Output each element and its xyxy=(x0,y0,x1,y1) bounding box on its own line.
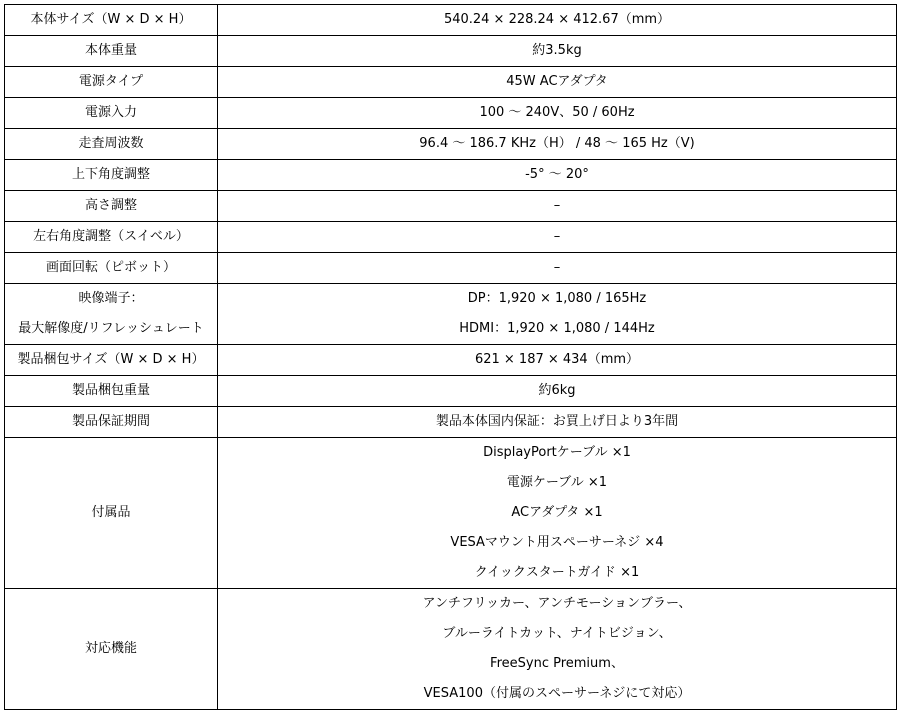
table-row xyxy=(5,345,897,376)
row-value: – xyxy=(218,191,897,222)
row-value-line: DisplayPortケーブル ×1 xyxy=(483,445,631,460)
table-row xyxy=(5,284,897,345)
table-row xyxy=(5,36,897,67)
row-label: 本体重量 xyxy=(5,36,218,67)
row-value-line: アンチフリッカー、アンチモーションブラー、 xyxy=(422,596,692,611)
table-row xyxy=(5,67,897,98)
row-value xyxy=(218,589,897,710)
table-row xyxy=(5,98,897,129)
row-value-line: ACアダプタ ×1 xyxy=(511,505,603,520)
row-value: -5° ～ 20° xyxy=(218,160,897,191)
row-label: 対応機能 xyxy=(5,589,218,710)
row-label: 製品梱包重量 xyxy=(5,376,218,407)
table-row xyxy=(5,253,897,284)
row-value: – xyxy=(218,222,897,253)
row-label: 電源入力 xyxy=(5,98,218,129)
row-value: 約3.5kg xyxy=(218,36,897,67)
row-value: 100 ～ 240V、50 / 60Hz xyxy=(218,98,897,129)
row-value-line: VESAマウント用スペーサーネジ ×4 xyxy=(450,535,664,550)
table-row xyxy=(5,129,897,160)
row-label: 上下角度調整 xyxy=(5,160,218,191)
spec-table xyxy=(4,4,897,710)
row-label-line: 映像端子： xyxy=(78,291,144,306)
row-value: 96.4 ～ 186.7 KHz（H） / 48 ～ 165 Hz（V) xyxy=(218,129,897,160)
row-value: 540.24 × 228.24 × 412.67（mm） xyxy=(218,5,897,36)
row-value-line: ブルーライトカット、ナイトビジョン、 xyxy=(442,626,672,641)
row-value: 約6kg xyxy=(218,376,897,407)
row-value-line: 電源ケーブル ×1 xyxy=(506,475,608,490)
row-label: 製品梱包サイズ（W × D × H） xyxy=(5,345,218,376)
row-label: 左右角度調整（スイベル） xyxy=(5,222,218,253)
table-row xyxy=(5,376,897,407)
table-row xyxy=(5,438,897,589)
row-value: 製品本体国内保証：お買上げ日より3年間 xyxy=(218,407,897,438)
row-label: 電源タイプ xyxy=(5,67,218,98)
row-label: 本体サイズ（W × D × H） xyxy=(5,5,218,36)
table-row xyxy=(5,160,897,191)
row-value-line: VESA100（付属のスペーサーネジにて対応） xyxy=(423,686,691,701)
table-row xyxy=(5,407,897,438)
table-row xyxy=(5,191,897,222)
row-value: 45W ACアダプタ xyxy=(218,67,897,98)
row-value-line: DP：1,920 × 1,080 / 165Hz xyxy=(467,291,647,306)
table-row xyxy=(5,589,897,710)
row-label: 製品保証期間 xyxy=(5,407,218,438)
row-label-line: 最大解像度/リフレッシュレート xyxy=(18,321,204,336)
row-label xyxy=(5,284,218,345)
row-value xyxy=(218,438,897,589)
row-value: – xyxy=(218,253,897,284)
row-value-line: HDMI：1,920 × 1,080 / 144Hz xyxy=(459,321,655,336)
row-value: 621 × 187 × 434（mm） xyxy=(218,345,897,376)
row-label: 走査周波数 xyxy=(5,129,218,160)
table-row xyxy=(5,5,897,36)
row-value xyxy=(218,284,897,345)
row-label: 画面回転（ピボット） xyxy=(5,253,218,284)
row-label: 付属品 xyxy=(5,438,218,589)
row-label: 高さ調整 xyxy=(5,191,218,222)
row-value-line: クイックスタートガイド ×1 xyxy=(474,565,640,580)
row-value-line: FreeSync Premium、 xyxy=(490,656,624,671)
table-row xyxy=(5,222,897,253)
